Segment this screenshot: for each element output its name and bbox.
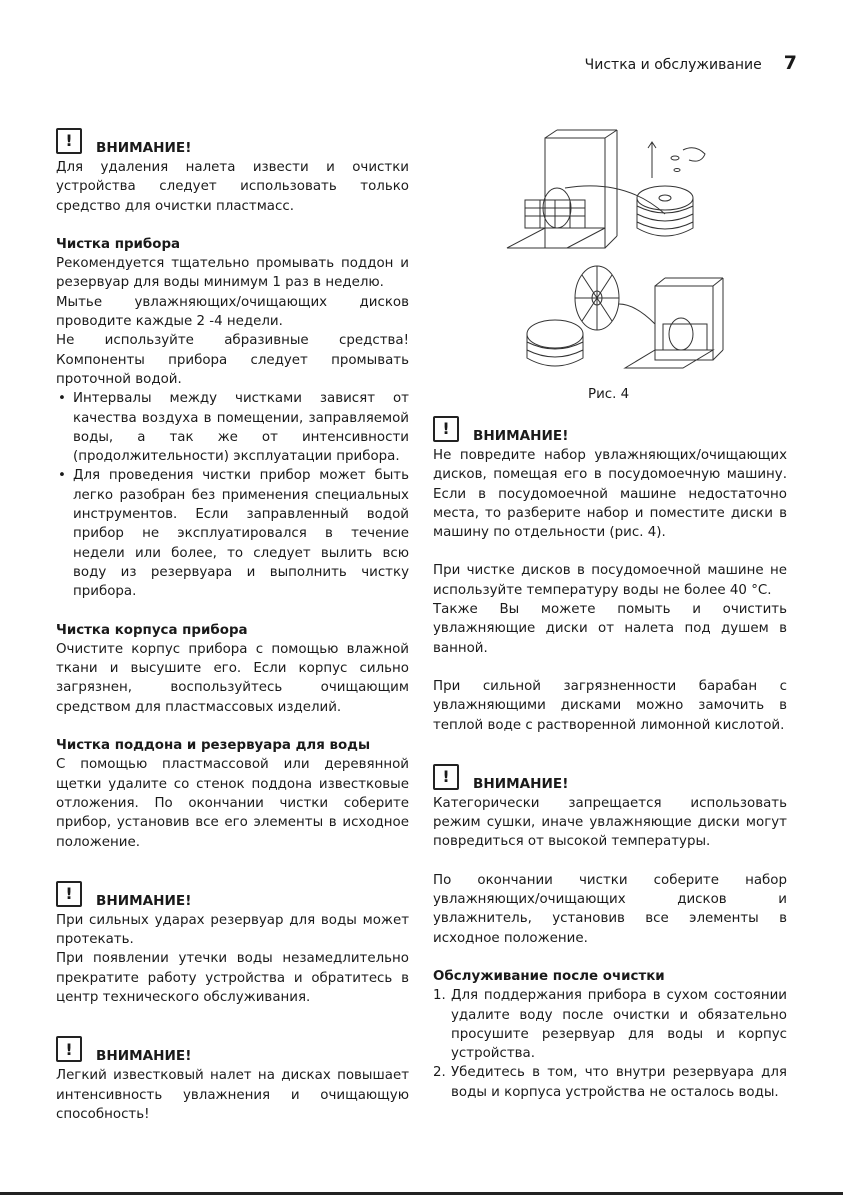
warning-text: Легкий известковый налет на дисках повышает интенсивность увлажнения и очищающую способность!: [56, 1068, 409, 1122]
section-heading: Чистка прибора: [56, 236, 181, 252]
warning-icon: !: [56, 881, 82, 907]
section-title: Чистка и обслуживание: [584, 57, 762, 73]
section-heading: Чистка корпуса прибора: [56, 622, 248, 638]
warning-icon: !: [56, 1036, 82, 1062]
warning-icon: !: [56, 128, 82, 154]
list-item: • Интервалы между чистками зависят от качества воздуха в помещении, заправляемой воды, а так же от интенсивности (продолжительности) эксплуатации прибора.: [56, 389, 409, 466]
list-item: [433, 1063, 787, 1102]
list-text: Для поддержания прибора в сухом состоянии удалите воду после очистки и обязательно просушите резервуар для воды и корпус устройства.: [451, 988, 787, 1062]
warning-text: Категорически запрещается использовать режим сушки, иначе увлажняющие диски могут повредиться от высокой температуры.: [433, 795, 787, 850]
page-number: 7: [783, 52, 797, 74]
list-number: 2.: [433, 1065, 446, 1081]
paragraph: При сильной загрязненности барабан с увлажняющими дисками можно замочить в теплой воде с растворенной лимонной кислотой.: [433, 678, 787, 733]
list-text: Убедитесь в том, что внутри резервуара для воды и корпуса устройства не осталось воды.: [451, 1065, 787, 1100]
warning-label: ВНИМАНИЕ!: [96, 139, 192, 156]
paragraph: Не используйте абразивные средства! Компоненты прибора следует промывать проточной водой.: [56, 333, 409, 387]
warning-icon: !: [433, 416, 459, 442]
figure-dishwasher-discs: [505, 128, 725, 378]
list-number: 1.: [433, 988, 446, 1004]
warning-text: При сильных ударах резервуар для воды может протекать.: [56, 912, 409, 948]
warning-label: ВНИМАНИЕ!: [473, 775, 569, 792]
section-heading: Чистка поддона и резервуара для воды: [56, 738, 371, 754]
paragraph: По окончании чистки соберите набор увлажняющих/очищающих дисков и увлажнитель, установив все элементы в исходное положение.: [433, 872, 787, 946]
section-heading: Обслуживание после очистки: [433, 968, 665, 984]
warning-heading: [56, 871, 409, 911]
paragraph: Очистите корпус прибора с помощью влажной ткани и высушите его. Если корпус сильно загрязнен, воспользуйтесь очищающим средством для пластмассовых изделий.: [56, 641, 409, 715]
warning-text: Не повредите набор увлажняющих/очищающих дисков, помещая его в посудомоечную машину. Если в посудомоечной машине недостаточно места, то разберите набор и поместите диски в машину по отдельности (рис. 4).: [433, 448, 787, 541]
left-column: [56, 118, 409, 1124]
warning-heading: [56, 118, 409, 158]
right-column: [433, 406, 787, 1102]
warning-label: ВНИМАНИЕ!: [473, 427, 569, 444]
list-item: • Для проведения чистки прибор может быть легко разобран без применения специальных инструментов. Если заправленный водой прибор не эксплуатировался в течение недели или более, то следует вылить всю воду из резервуара и выполнить чистку прибора.: [56, 466, 409, 601]
warning-label: ВНИМАНИЕ!: [96, 892, 192, 909]
bullet-list: [56, 389, 409, 601]
figure-caption: Рис. 4: [588, 387, 630, 402]
warning-heading: [56, 1026, 409, 1066]
warning-text: При появлении утечки воды незамедлительно прекратите работу устройства и обратитесь в центр технического обслуживания.: [56, 951, 409, 1005]
warning-label: ВНИМАНИЕ!: [96, 1047, 192, 1064]
warning-heading: [433, 754, 787, 794]
paragraph: Мытье увлажняющих/очищающих дисков проводите каждые 2 -4 недели.: [56, 294, 409, 330]
paragraph: При чистке дисков в посудомоечной машине не используйте температуру воды не более 40 °С.: [433, 563, 787, 598]
paragraph: Рекомендуется тщательно промывать поддон и резервуар для воды минимум 1 раз в неделю.: [56, 256, 409, 291]
page-header: [585, 52, 797, 74]
warning-heading: [433, 406, 787, 446]
list-item: [433, 986, 787, 1063]
warning-text: Для удаления налета извести и очистки устройства следует использовать только средство для очистки пластмасс.: [56, 160, 409, 214]
paragraph: Также Вы можете помыть и очистить увлажняющие диски от налета под душем в ванной.: [433, 602, 787, 656]
warning-icon: !: [433, 764, 459, 790]
paragraph: С помощью пластмассовой или деревянной щетки удалите со стенок поддона известковые отложения. По окончании чистки соберите прибор, установив все его элементы в исходное положение.: [56, 757, 409, 850]
numbered-list: [433, 986, 787, 1102]
